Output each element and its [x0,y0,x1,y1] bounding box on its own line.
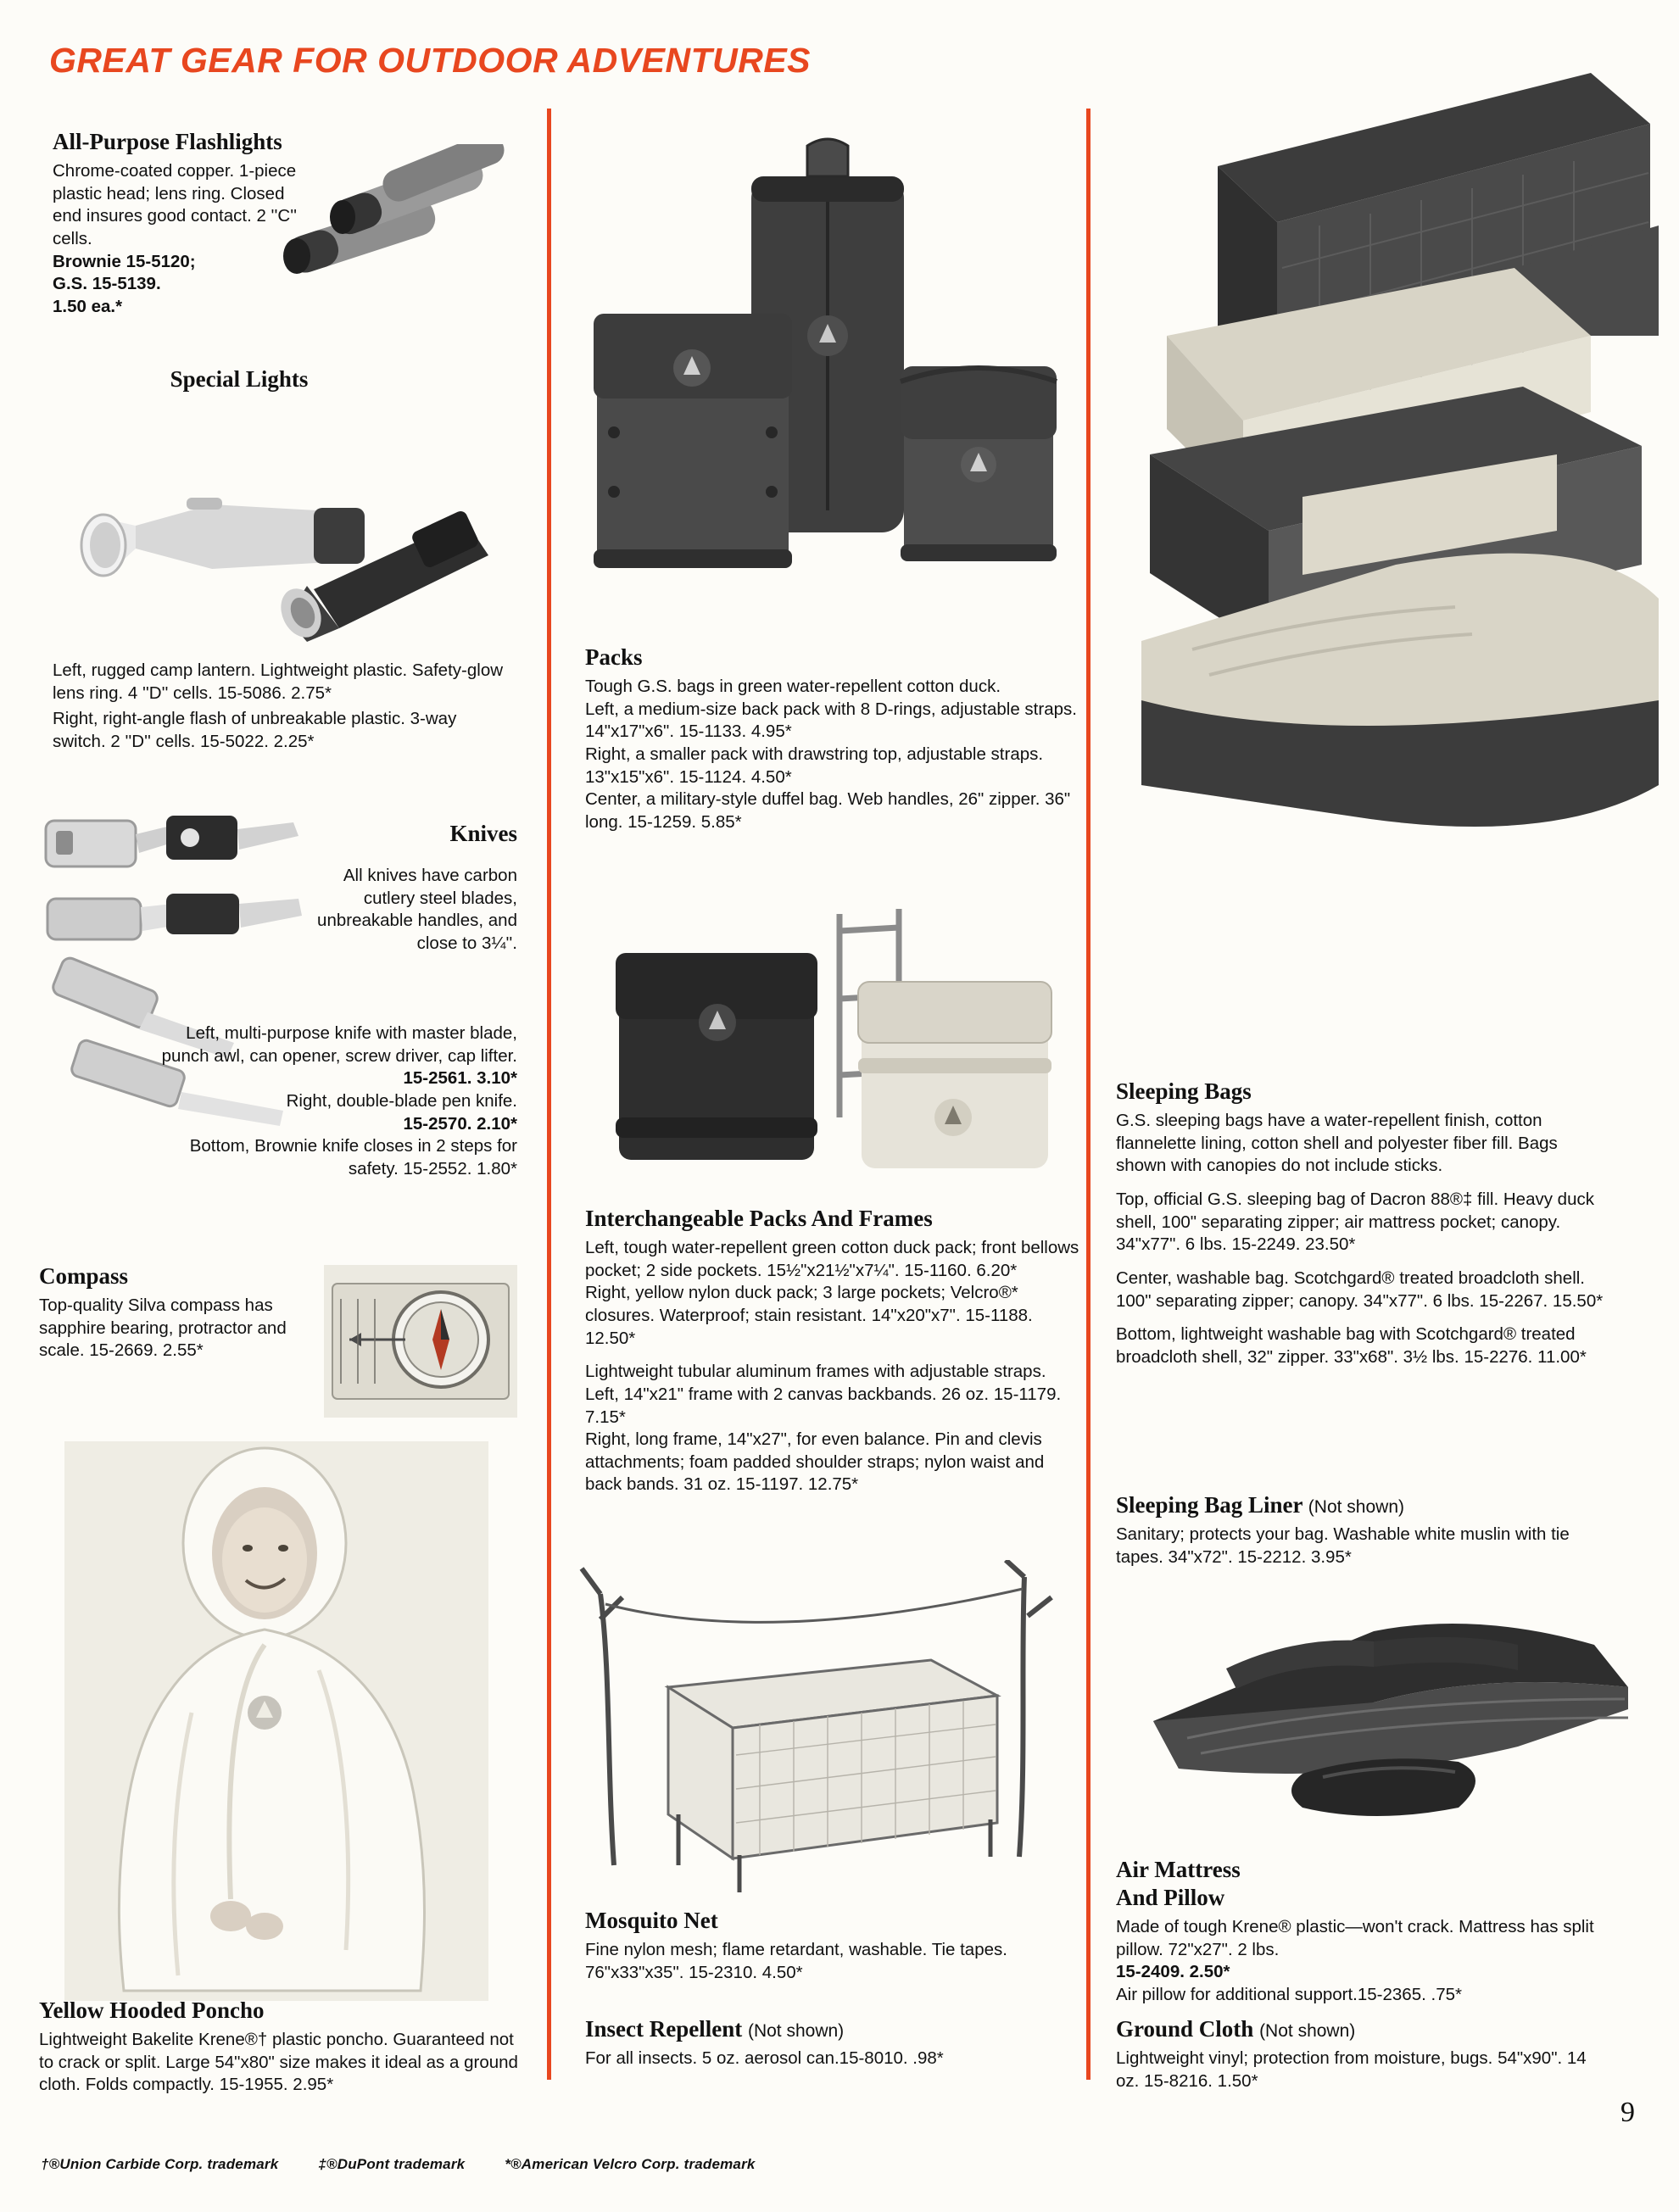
knives-body-6: Bottom, Brownie knife closes in 2 steps for safety. 15-2552. 1.80* [189,1136,517,1178]
knives-heading: Knives [449,821,517,846]
packs-body-4: Center, a military-style duffel bag. Web handles, 26" zipper. 36" long. 15-1259. 5.85* [585,789,1071,832]
section-special-lights [53,366,426,398]
section-knives [136,821,517,852]
section-ground-cloth [1116,2016,1608,2092]
section-sleeping-bag-liner [1116,1492,1608,1568]
air-mattress-heading-1: Air Mattress [1116,1857,1241,1882]
knives-body-2: Left, multi-purpose knife with master blade, punch awl, can opener, screw driver, cap lifter. [161,1023,517,1066]
knives-body-4: Right, double-blade pen knife. [286,1090,517,1111]
special-lights-body-2: Right, right-angle flash of unbreakable plastic. 3-way switch. 2 ''D'' cells. 15-5022. 2.25* [53,709,457,751]
packs-body-2: Left, a medium-size back pack with 8 D-rings, adjustable straps. 14"x17"x6". 15-1133. 4.95* [585,699,1077,742]
air-mattress-photo [1119,1594,1645,1865]
knives-text-1 [315,865,517,956]
packs-photo [585,127,1060,636]
knives-text-2 [153,1022,517,1180]
flashlights-body-1: Chrome-coated copper. 1-piece plastic head; lens ring. Closed end insures good contact. 2 ''C'' cells. [53,161,298,248]
air-mattress-body-3: Air pillow for additional support.15-2365. .75* [1116,1985,1462,2005]
ground-cloth-note: (Not shown) [1259,2021,1356,2041]
sleeping-bags-photo [1116,56,1659,1065]
liner-note: (Not shown) [1308,1497,1404,1517]
liner-heading: Sleeping Bag Liner [1116,1492,1303,1518]
frames-heading: Interchangeable Packs And Frames [585,1206,933,1231]
mosquito-net-heading: Mosquito Net [585,1908,718,1933]
special-lights-text [53,660,510,754]
mosquito-net-photo [566,1560,1075,1899]
flashlights-body-4: 1.50 ea.* [53,296,123,316]
packs-heading: Packs [585,644,643,670]
packs-body-1: Tough G.S. bags in green water-repellent cotton duck. [585,677,1001,697]
sleeping-bags-body-3: Center, washable bag. Scotchgard® treated broadcloth shell. 100" separating zipper; canopy. 34"x77". 6 lbs. 15-2267. 15.50* [1116,1268,1604,1311]
section-flashlights [53,129,298,319]
section-compass [39,1263,319,1362]
poncho-photo [64,1441,488,2001]
knives-body-1: All knives have carbon cutlery steel blades, unbreakable handles, and close to 3¼''. [317,866,517,953]
sleeping-bags-body-4: Bottom, lightweight washable bag with Scotchgard® treated broadcloth shell, 32" zipper. 33"x68". 3½ lbs. 15-2276. 11.00* [1116,1324,1587,1367]
insect-repellent-note: (Not shown) [747,2021,845,2041]
section-mosquito-net [585,1908,1077,1984]
flashlights-photo [270,144,516,314]
ground-cloth-body-1: Lightweight vinyl; protection from moisture, bugs. 54"x90". 14 oz. 15-8216. 1.50* [1116,2048,1587,2091]
flashlights-body-2: Brownie 15-5120; [53,251,196,271]
column-divider-2 [1086,109,1091,2080]
sleeping-bags-body-1: G.S. sleeping bags have a water-repellent finish, cotton flannelette lining, cotton shell and polyester fiber fill. Bags shown with canopies do not include sticks. [1116,1111,1558,1176]
frames-body-5: Right, long frame, 14"x27", for even balance. Pin and clevis attachments; foam padded shoulder straps; nylon waist and back bands. 31 oz. 15-1197. 12.75* [585,1429,1045,1495]
air-mattress-body-1: Made of tough Krene® plastic—won't crack. Mattress has split pillow. 72"x27". 2 lbs. [1116,1917,1594,1959]
section-sleeping-bags [1116,1078,1608,1368]
air-mattress-heading-2: And Pillow [1116,1885,1225,1911]
air-mattress-body-2: 15-2409. 2.50* [1116,1962,1230,1982]
special-lights-heading: Special Lights [170,366,309,392]
page-number: 9 [1620,2097,1635,2128]
section-packs [585,644,1077,834]
frames-photo [594,905,1068,1202]
poncho-heading: Yellow Hooded Poncho [39,1997,265,2023]
insect-repellent-heading: Insect Repellent [585,2016,743,2042]
compass-body-1: Top-quality Silva compass has sapphire bearing, protractor and scale. 15-2669. 2.55* [39,1295,287,1361]
column-divider-1 [547,109,551,2080]
sleeping-bags-body-2: Top, official G.S. sleeping bag of Dacron 88®‡ fill. Heavy duck shell, 100" separating zipper; air mattress pocket; canopy. 34"x77". 6 lbs. 15-2249. 23.50* [1116,1189,1594,1255]
frames-body-4: Left, 14"x21" frame with 2 canvas backbands. 26 oz. 15-1179. 7.15* [585,1384,1062,1427]
flashlights-body-3: G.S. 15-5139. [53,274,161,294]
knives-body-3: 15-2561. 3.10* [403,1068,517,1089]
section-air-mattress [1116,1857,1608,2007]
section-poncho [39,1997,531,2097]
footnotes [41,2156,791,2173]
liner-body-1: Sanitary; protects your bag. Washable white muslin with tie tapes. 34"x72". 15-2212. 3.95* [1116,1524,1570,1567]
knives-body-5: 15-2570. 2.10* [403,1113,517,1134]
special-lights-body-1: Left, rugged camp lantern. Lightweight plastic. Safety-glow lens ring. 4 ''D'' cells. 15-5086. 2.75* [53,660,504,703]
packs-body-3: Right, a smaller pack with drawstring top, adjustable straps. 13"x15"x6". 15-1124. 4.50* [585,744,1044,787]
compass-heading: Compass [39,1263,129,1289]
section-frames [585,1206,1085,1496]
special-lights-photo [59,420,517,649]
footnote-2: ‡®DuPont trademark [318,2156,466,2172]
section-insect-repellent [585,2016,1077,2070]
frames-body-2: Right, yellow nylon duck pack; 3 large pockets; Velcro®* closures. Waterproof; stain resistant. 14"x20"x7". 15-1188. 12.50* [585,1283,1033,1348]
frames-body-1: Left, tough water-repellent green cotton duck pack; front bellows pocket; 2 side pockets. 15½"x21½"x7¼". 15-1160. 6.20* [585,1238,1079,1280]
poncho-body-1: Lightweight Bakelite Krene®† plastic poncho. Guaranteed not to crack or split. Large 54"x80" size makes it ideal as a ground cloth. Folds compactly. 15-1955. 2.95* [39,2030,518,2095]
insect-repellent-body-1: For all insects. 5 oz. aerosol can.15-8010. .98* [585,2048,944,2069]
footnote-1: †®Union Carbide Corp. trademark [41,2156,279,2172]
footnote-3: *®American Velcro Corp. trademark [505,2156,756,2172]
flashlights-heading: All-Purpose Flashlights [53,129,282,154]
page-title: GREAT GEAR FOR OUTDOOR ADVENTURES [49,41,812,80]
ground-cloth-heading: Ground Cloth [1116,2016,1254,2042]
compass-photo [324,1265,517,1418]
mosquito-net-body-1: Fine nylon mesh; flame retardant, washable. Tie tapes. 76"x33"x35". 15-2310. 4.50* [585,1940,1007,1982]
frames-body-3: Lightweight tubular aluminum frames with adjustable straps. [585,1362,1046,1382]
sleeping-bags-heading: Sleeping Bags [1116,1078,1252,1104]
